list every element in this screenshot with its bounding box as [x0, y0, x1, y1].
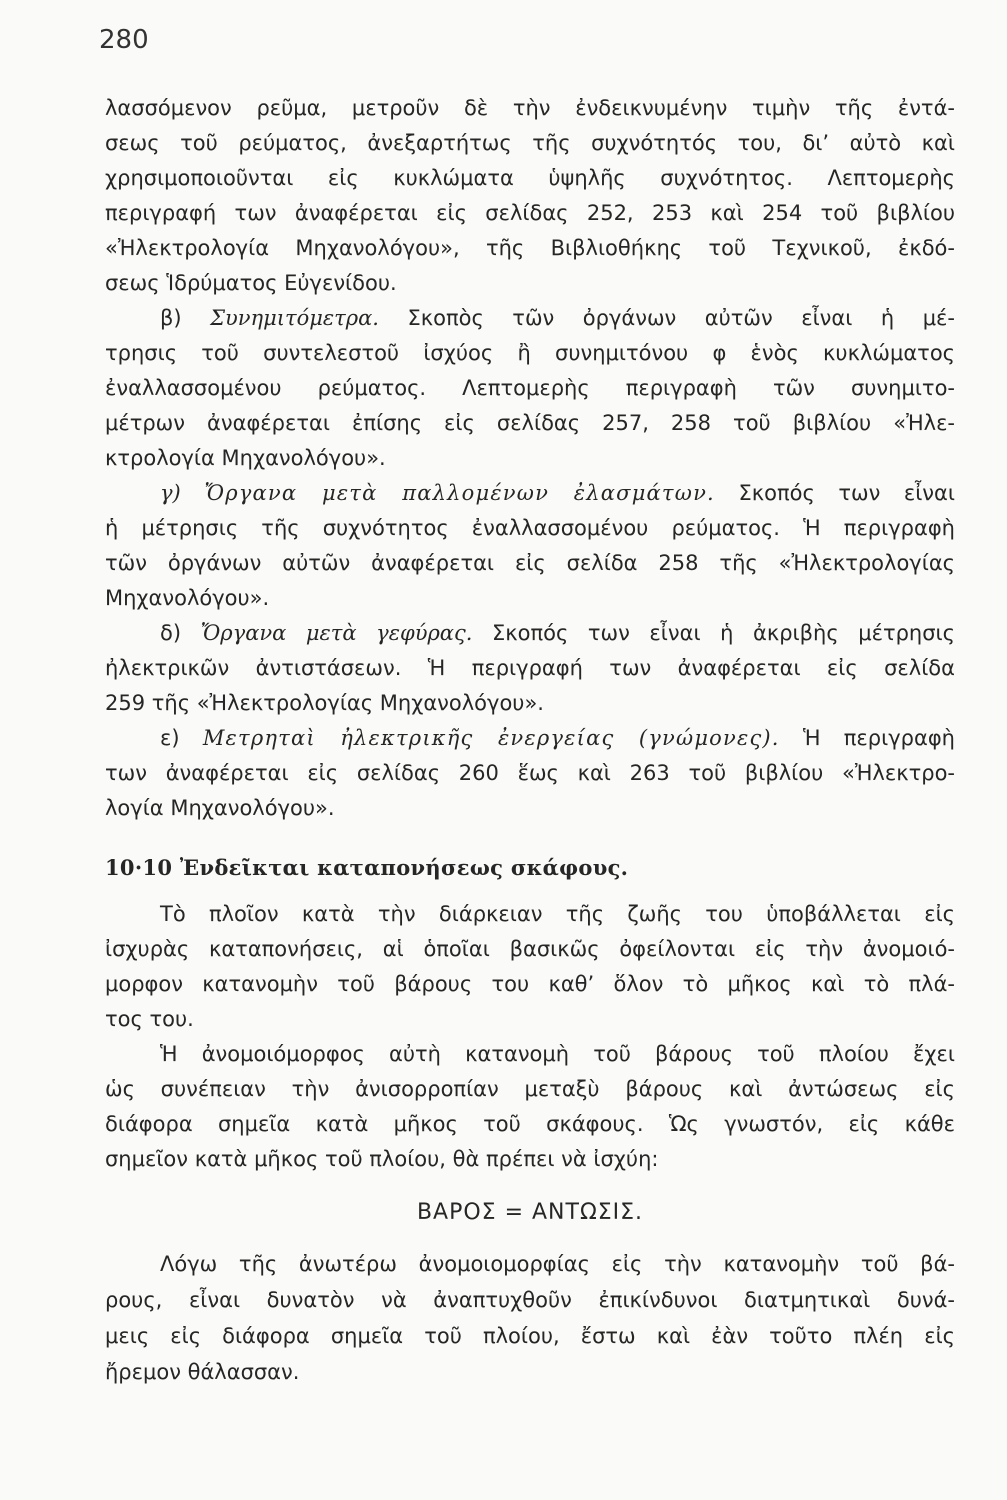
text-line: κτρολογία Μηχανολόγου».	[105, 446, 386, 470]
item-text: Σκοπός των εἶναι ἡ ἀκριβὴς μέτρησις	[492, 621, 955, 645]
text-line: σεως τοῦ ρεύματος, ἀνεξαρτήτως τῆς συχνότητός του, δι’ αὐτὸ καὶ	[105, 131, 955, 155]
item-title: Συνημιτόμετρα.	[210, 306, 379, 330]
text-line: ἐναλλασσομένου ρεύματος. Λεπτομερὴς περιγραφὴ τῶν συνημιτο-	[105, 376, 955, 400]
equation: ΒΑΡΟΣ = ΑΝΤΩΣΙΣ.	[416, 1199, 644, 1225]
text-line: ρους, εἶναι δυνατὸν νὰ ἀναπτυχθοῦν ἐπικίνδυνοι διατμητικαὶ δυνά-	[105, 1287, 955, 1312]
paragraph-item-b	[105, 301, 955, 476]
text-line: «Ἠλεκτρολογία Μηχανολόγου», τῆς Βιβλιοθήκης τοῦ Τεχνικοῦ, ἐκδό-	[105, 236, 955, 260]
item-b-first-line	[105, 301, 955, 336]
page-number: 280	[99, 25, 149, 55]
paragraph-item-c	[105, 476, 955, 616]
paragraph-item-d	[105, 616, 955, 721]
item-text: Ἡ περιγραφὴ	[802, 726, 955, 750]
item-label: δ)	[160, 621, 182, 645]
text-line: μορφον κατανομὴν τοῦ βάρους του καθ’ ὅλον τὸ μῆκος καὶ τὸ πλά-	[105, 971, 955, 996]
item-title: Ὄργανα μετὰ παλλομένων ἐλασμάτων.	[204, 481, 715, 505]
text-line: ἰσχυρὰς καταπονήσεις, αἱ ὁποῖαι βασικῶς ὀφείλονται εἰς τὴν ἀνομοιό-	[105, 936, 955, 961]
item-label: ε)	[160, 726, 180, 750]
text-line: ὡς συνέπειαν τὴν ἀνισορροπίαν μεταξὺ βάρους καὶ ἀντώσεως εἰς	[105, 1076, 955, 1101]
text-line: χρησιμοποιοῦνται εἰς κυκλώματα ὑψηλῆς συχνότητος. Λεπτομερὴς	[105, 166, 955, 190]
text-line: σεως Ἱδρύματος Εὐγενίδου.	[105, 271, 397, 295]
text-block	[105, 91, 955, 1390]
text-line: Τὸ πλοῖον κατὰ τὴν διάρκειαν τῆς ζωῆς του ὑποβάλλεται εἰς	[160, 901, 955, 926]
text-line: μέτρων ἀναφέρεται ἐπίσης εἰς σελίδας 257, 258 τοῦ βιβλίου «Ἠλε-	[105, 411, 955, 435]
item-title: Μετρηταὶ ἠλεκτρικῆς ἐνεργείας (γνώμονες).	[202, 726, 780, 750]
section-paragraph-3	[105, 1246, 955, 1390]
section-number: 10·10	[105, 854, 173, 880]
text-line: Ἡ ἀνομοιόμορφος αὐτὴ κατανομὴ τοῦ βάρους τοῦ πλοίου ἔχει	[160, 1041, 955, 1066]
paragraph-item-e	[105, 721, 955, 826]
paragraph-intro	[105, 91, 955, 301]
section-title: Ἐνδεῖκται καταπονήσεως σκάφους.	[179, 854, 629, 880]
text-line: διάφορα σημεῖα κατὰ μῆκος τοῦ σκάφους. Ὡς γνωστόν, εἰς κάθε	[105, 1111, 955, 1136]
text-line: σημεῖον κατὰ μῆκος τοῦ πλοίου, θὰ πρέπει νὰ ἰσχύη:	[105, 1146, 659, 1171]
text-line: τος του.	[105, 1006, 194, 1031]
item-label: γ)	[160, 481, 181, 505]
item-label: β)	[160, 306, 182, 330]
text-line: μεις εἰς διάφορα σημεῖα τοῦ πλοίου, ἔστω καὶ ἐὰν τοῦτο πλέη εἰς	[105, 1323, 955, 1348]
item-text: Σκοπὸς τῶν ὀργάνων αὐτῶν εἶναι ἡ μέ-	[407, 306, 955, 330]
item-e-first-line	[105, 721, 955, 756]
section-heading	[105, 850, 955, 885]
text-line: 259 τῆς «Ἠλεκτρολογίας Μηχανολόγου».	[105, 691, 544, 715]
item-d-first-line	[105, 616, 955, 651]
text-line: λογία Μηχανολόγου».	[105, 796, 335, 820]
text-line: τῶν ὀργάνων αὐτῶν ἀναφέρεται εἰς σελίδα 258 τῆς «Ἠλεκτρολογίας	[105, 551, 955, 575]
item-c-first-line	[105, 476, 955, 511]
text-line: των ἀναφέρεται εἰς σελίδας 260 ἕως καὶ 263 τοῦ βιβλίου «Ἠλεκτρο-	[105, 761, 955, 785]
text-line: ἤρεμον θάλασσαν.	[105, 1359, 300, 1384]
text-line: λασσόμενον ρεῦμα, μετροῦν δὲ τὴν ἐνδεικνυμένην τιμὴν τῆς ἐντά-	[105, 96, 955, 120]
text-line: περιγραφή των ἀναφέρεται εἰς σελίδας 252, 253 καὶ 254 τοῦ βιβλίου	[105, 201, 955, 225]
section-paragraph-1	[105, 897, 955, 1037]
item-title: Ὄργανα μετὰ γεφύρας.	[200, 621, 473, 645]
text-line: ἡ μέτρησις τῆς συχνότητος ἐναλλασσομένου ρεύματος. Ἡ περιγραφὴ	[105, 516, 955, 540]
text-line: Λόγω τῆς ἀνωτέρω ἀνομοιομορφίας εἰς τὴν κατανομὴν τοῦ βά-	[160, 1251, 955, 1276]
section-paragraph-2	[105, 1037, 955, 1177]
text-line: τρησις τοῦ συντελεστοῦ ἰσχύος ἢ συνημιτόνου φ ἑνὸς κυκλώματος	[105, 341, 955, 365]
item-text: Σκοπός των εἶναι	[738, 481, 955, 505]
text-line: ἠλεκτρικῶν ἀντιστάσεων. Ἡ περιγραφή των ἀναφέρεται εἰς σελίδα	[105, 656, 955, 680]
text-line: Μηχανολόγου».	[105, 586, 270, 610]
